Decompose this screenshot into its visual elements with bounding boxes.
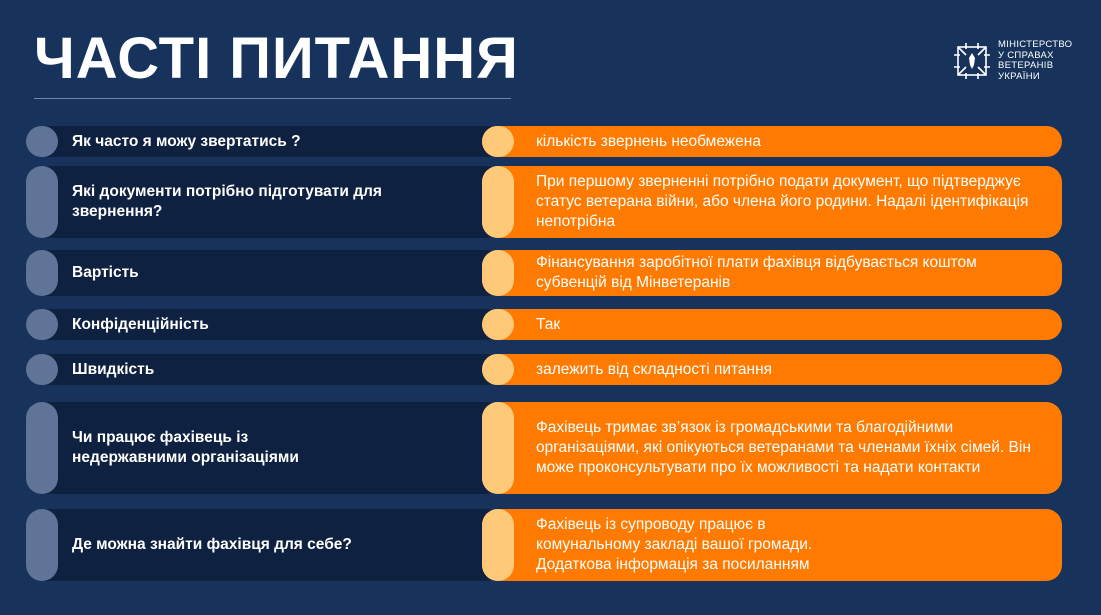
page-title: ЧАСТІ ПИТАННЯ bbox=[34, 26, 519, 91]
answer-block bbox=[482, 402, 1062, 494]
faq-row bbox=[26, 126, 1062, 157]
answer-accent bbox=[482, 354, 514, 385]
answer-accent bbox=[482, 250, 514, 296]
answer-block bbox=[482, 509, 1062, 581]
question-text: Чи працює фахівець із недержавними організаціями bbox=[72, 429, 299, 466]
question-accent bbox=[26, 354, 58, 385]
ministry-emblem-icon bbox=[952, 41, 992, 81]
answer-accent bbox=[482, 509, 514, 581]
question-block bbox=[26, 309, 502, 340]
question-accent bbox=[26, 126, 58, 157]
answer-text: залежить від складності питання bbox=[536, 360, 773, 378]
ministry-name-line: УКРАЇНИ bbox=[998, 70, 1041, 82]
answer-block bbox=[482, 309, 1062, 340]
question-text: Які документи потрібно підготувати для звернення? bbox=[72, 183, 382, 220]
question-block bbox=[26, 402, 502, 494]
ministry-name-line: МІНІСТЕРСТВО bbox=[998, 39, 1073, 50]
question-block bbox=[26, 166, 502, 238]
question-accent bbox=[26, 509, 58, 581]
question-block bbox=[26, 250, 502, 296]
question-text: Вартість bbox=[72, 264, 139, 281]
answer-text: кількість звернень необмежена bbox=[536, 132, 761, 150]
answer-text: Фахівець із супроводу працює в комунальному закладі вашої громади. Додаткова інформація за посиланням bbox=[536, 516, 813, 573]
answer-text: При першому зверненні потрібно подати документ, що підтверджує статус ветерана війни, або члена його родини. Надалі ідентифікація непотрібна bbox=[536, 173, 1029, 230]
answer-block bbox=[482, 354, 1062, 385]
answer-block bbox=[482, 250, 1062, 296]
ministry-name-line: ВЕТЕРАНІВ bbox=[998, 60, 1054, 71]
question-block bbox=[26, 354, 502, 385]
question-accent bbox=[26, 309, 58, 340]
answer-block bbox=[482, 166, 1062, 238]
question-block bbox=[26, 126, 502, 157]
question-text: Як часто я можу звертатись ? bbox=[72, 132, 301, 150]
answer-block bbox=[482, 126, 1062, 157]
question-accent bbox=[26, 250, 58, 296]
faq-row bbox=[26, 309, 1062, 340]
ministry-logo bbox=[952, 40, 1072, 82]
answer-text: Фінансування заробітної плати фахівця відбувається коштом субвенцій від Мінветеранів bbox=[536, 254, 977, 291]
question-accent bbox=[26, 166, 58, 238]
faq-row bbox=[26, 166, 1062, 238]
answer-text: Фахівець тримає зв’язок із громадськими та благодійними організаціями, які опікуються ветеранами та членами їхніх сімей. Він може проконсультувати про їх можливості та надати контакти bbox=[536, 419, 1031, 476]
question-text: Швидкість bbox=[72, 360, 155, 378]
answer-text: Так bbox=[536, 315, 561, 333]
faq-row bbox=[26, 402, 1062, 494]
question-text: Де можна знайти фахівця для себе? bbox=[72, 536, 352, 553]
faq-row bbox=[26, 509, 1062, 581]
title-divider bbox=[34, 98, 511, 99]
faq-row bbox=[26, 354, 1062, 385]
question-text: Конфіденційність bbox=[72, 315, 209, 333]
question-block bbox=[26, 509, 502, 581]
answer-accent bbox=[482, 309, 514, 340]
question-accent bbox=[26, 402, 58, 494]
answer-accent bbox=[482, 166, 514, 238]
ministry-name bbox=[998, 40, 1072, 82]
answer-accent bbox=[482, 402, 514, 494]
ministry-name-line: У СПРАВАХ bbox=[998, 49, 1054, 61]
faq-row bbox=[26, 250, 1062, 296]
answer-accent bbox=[482, 126, 514, 157]
